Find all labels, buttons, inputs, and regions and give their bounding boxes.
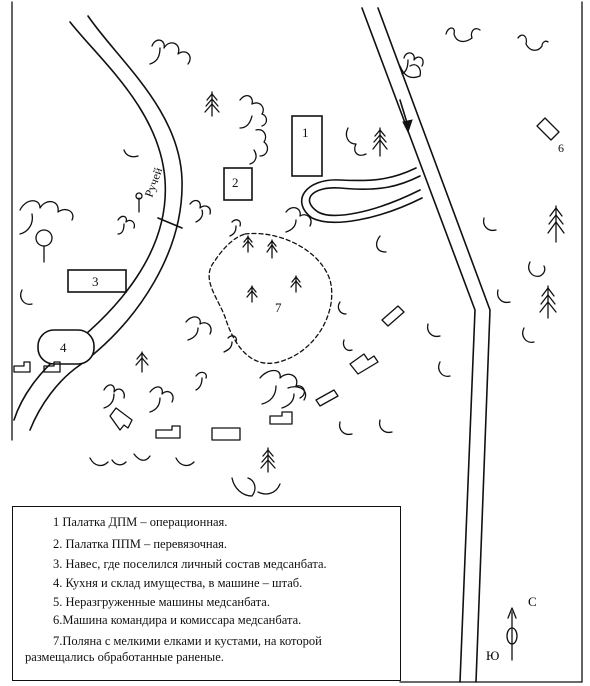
compass (482, 594, 542, 664)
stream (14, 16, 182, 430)
legend-item-2: 2. Палатка ППМ – перевязочная. (53, 537, 228, 551)
bushes (20, 28, 548, 496)
compass-south-label: Ю (486, 648, 500, 663)
commander-car-label: 6 (558, 141, 564, 155)
legend-item-6: 6.Машина командира и комиссара медсанбата. (53, 613, 302, 627)
glade (209, 233, 332, 363)
fir-trees (136, 92, 564, 472)
glade-label: 7 (275, 300, 282, 315)
canopy (68, 270, 126, 292)
legend-item-4: 4. Кухня и склад имущества, в машине – штаб. (53, 576, 303, 590)
legend-item-7 (25, 633, 393, 665)
tent-dpm-label: 1 (302, 125, 309, 140)
canopy-label: 3 (92, 274, 99, 289)
legend-item-7-line1: 7.Поляна с мелкими елками и кустами, на которой (53, 634, 322, 648)
legend-item-7-line2: размещались обработанные раненые. (25, 650, 224, 664)
medsanbat-vehicles (14, 306, 404, 440)
kitchen-label: 4 (60, 340, 67, 355)
tent-ppm (224, 168, 252, 200)
legend (12, 506, 401, 681)
commander-car (537, 118, 564, 155)
legend-item-5: 5. Неразгруженные машины медсанбата. (53, 595, 270, 609)
legend-item-3: 3. Навес, где поселился личный состав медсанбата. (53, 557, 327, 571)
tent-ppm-label: 2 (232, 175, 239, 190)
round-tree-icon (36, 230, 52, 262)
legend-item-1: 1 Палатка ДПМ – операционная. (53, 515, 228, 529)
tent-dpm (292, 116, 322, 176)
stream-sign-icon (136, 193, 142, 212)
stream-label: Ручей (141, 165, 166, 200)
kitchen (38, 330, 94, 364)
compass-north-label: С (528, 594, 537, 609)
